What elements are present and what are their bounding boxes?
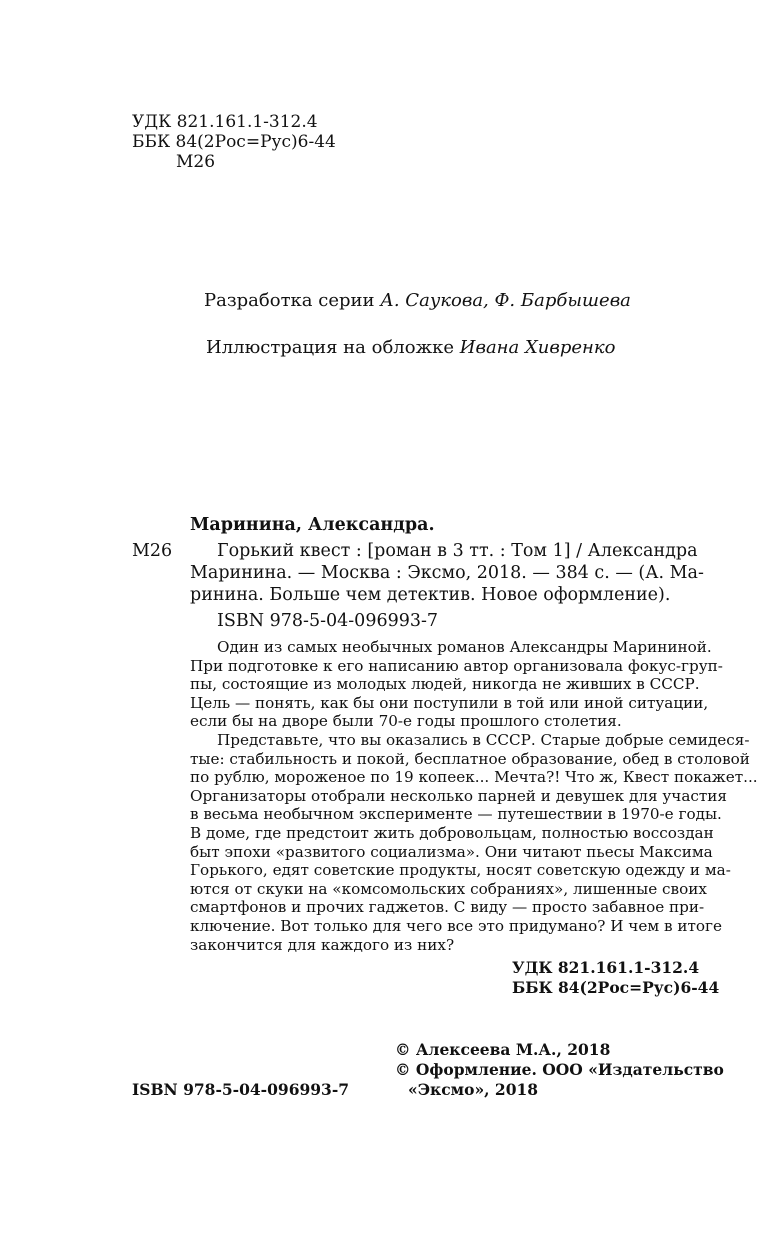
- footer-isbn: ISBN 978-5-04-096993-7: [132, 1080, 350, 1099]
- catalog-description-line: Маринина. — Москва : Эксмо, 2018. — 384 с. — (А. Ма-: [190, 563, 704, 583]
- annotation-line: быт эпохи «развитого социализма». Они читают пьесы Максима: [190, 842, 713, 861]
- series-credit-names: А. Саукова, Ф. Барбышева: [380, 290, 631, 311]
- illustration-credit: [206, 337, 615, 359]
- catalog-description-line: ринина. Больше чем детектив. Новое оформление).: [190, 585, 671, 605]
- udk-code: УДК 821.161.1-312.4: [132, 112, 318, 132]
- udk-code-bottom: УДК 821.161.1-312.4: [512, 958, 700, 977]
- series-credit: [204, 290, 631, 312]
- annotation-line: если бы на дворе были 70-е годы прошлого столетия.: [190, 712, 622, 731]
- bbk-code-bottom: ББК 84(2Рос=Рус)6-44: [512, 978, 720, 997]
- annotation-line: в весьма необычном эксперименте — путешествии в 1970-е годы.: [190, 805, 722, 824]
- illustration-credit-prefix: Иллюстрация на обложке: [206, 337, 460, 358]
- catalog-isbn: ISBN 978-5-04-096993-7: [217, 611, 439, 631]
- annotation-line: Представьте, что вы оказались в СССР. Старые добрые семидеся-: [217, 731, 750, 749]
- annotation-line: Цель — понять, как бы они поступили в той или иной ситуации,: [190, 693, 709, 712]
- annotation-line: смартфонов и прочих гаджетов. С виду — просто забавное при-: [190, 898, 705, 917]
- copyright-design-line2: «Эксмо», 2018: [408, 1080, 539, 1099]
- catalog-description-line: Горький квест : [роман в 3 тт. : Том 1] / Александра: [217, 541, 698, 561]
- annotation-line: ключение. Вот только для чего все это придумано? И чем в итоге: [190, 917, 722, 935]
- author-sign-code: М26: [176, 152, 216, 172]
- catalog-code: М26: [132, 541, 173, 561]
- copyright-author: © Алексеева М.А., 2018: [395, 1040, 611, 1059]
- annotation-line: В доме, где предстоит жить добровольцам, полностью воссоздан: [190, 824, 714, 842]
- author-heading: Маринина, Александра.: [190, 515, 435, 535]
- annotation-line: Организаторы отобрали несколько парней и девушек для участия: [190, 786, 728, 805]
- annotation-line: закончится для каждого из них?: [190, 935, 455, 954]
- series-credit-prefix: Разработка серии: [204, 290, 381, 311]
- copyright-design-line1: © Оформление. ООО «Издательство: [395, 1060, 724, 1079]
- annotation-line: ются от скуки на «комсомольских собраниях», лишенные своих: [190, 879, 707, 898]
- illustration-credit-name: Ивана Хивренко: [459, 337, 616, 358]
- annotation-line: по рублю, мороженое по 19 копеек... Мечта?! Что ж, Квест покажет...: [190, 768, 758, 787]
- annotation-line: Горького, едят советские продукты, носят советскую одежду и ма-: [190, 861, 731, 880]
- bbk-code: ББК 84(2Рос=Рус)6-44: [132, 132, 336, 152]
- annotation-line: пы, состоящие из молодых людей, никогда не живших в СССР.: [190, 675, 700, 694]
- annotation-line: Один из самых необычных романов Александры Марининой.: [217, 638, 712, 656]
- annotation-line: При подготовке к его написанию автор организовала фокус-груп-: [190, 656, 723, 675]
- annotation-line: тые: стабильность и покой, бесплатное образование, обед в столовой: [190, 749, 750, 768]
